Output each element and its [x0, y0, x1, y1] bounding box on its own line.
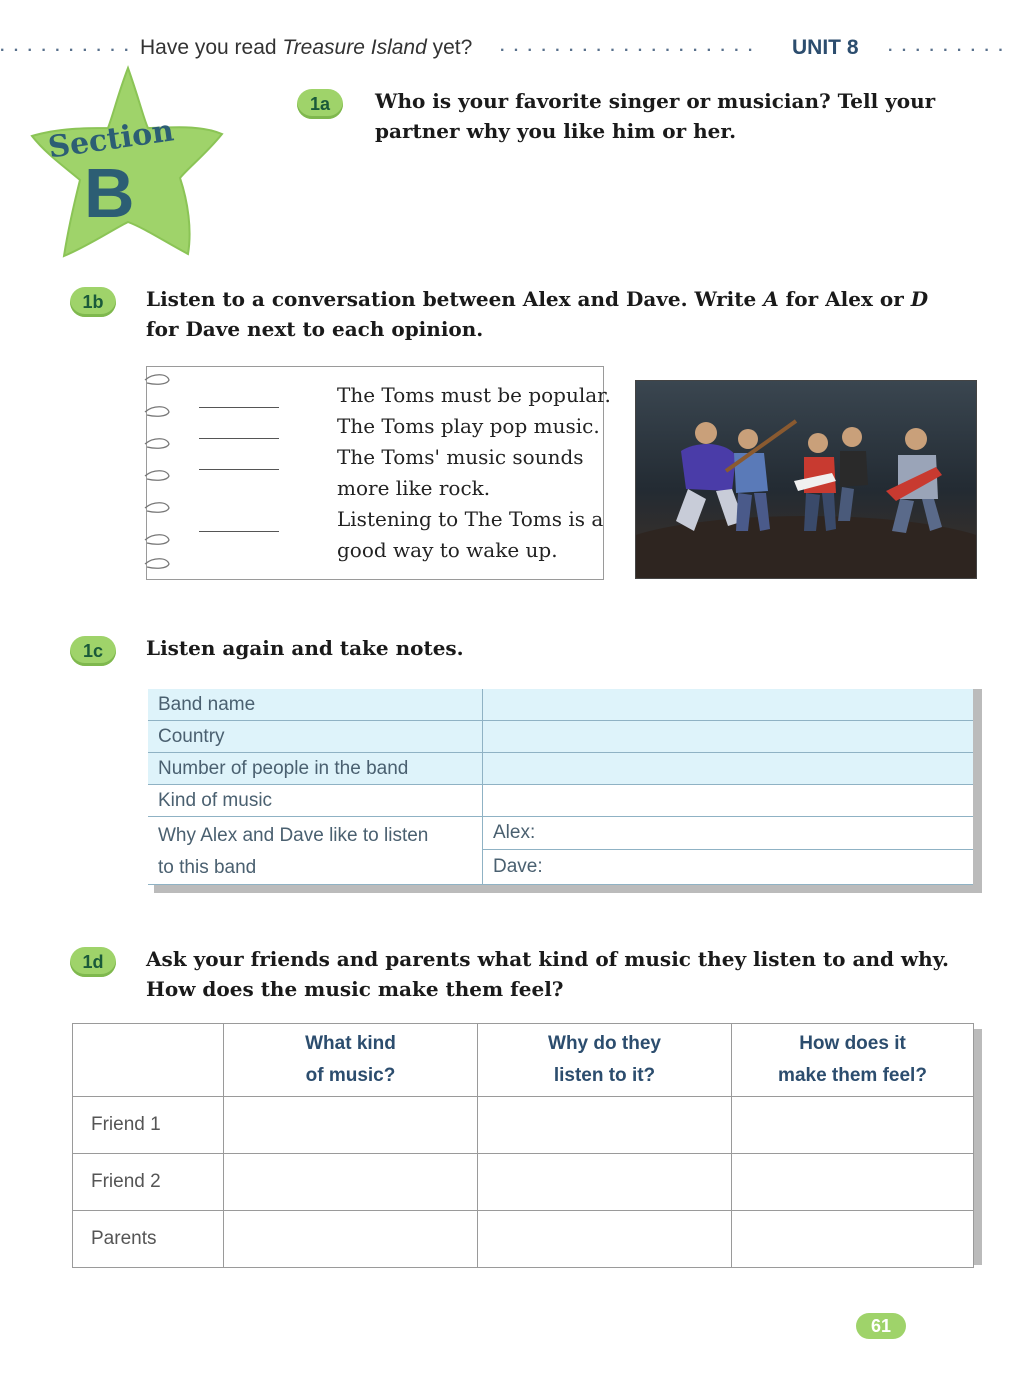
page-number: 61: [856, 1313, 906, 1339]
opinion-text: The Toms play pop music.: [337, 414, 600, 438]
row-label: Kind of music: [148, 785, 483, 817]
row-label: Country: [148, 721, 483, 753]
unit-label: UNIT 8: [792, 36, 859, 59]
exercise-1d-line1: Ask your friends and parents what kind of music they listen to and why.: [146, 947, 949, 971]
exercise-1d-prompt: [146, 944, 949, 1004]
column-header: How does it make them feel?: [732, 1024, 974, 1097]
opinion-text: Listening to The Toms is a: [337, 507, 604, 531]
spiral-ring-icon: [143, 533, 173, 547]
section-letter: B: [84, 154, 135, 232]
table-row: [148, 753, 973, 785]
answer-cell[interactable]: [224, 1211, 478, 1268]
band-photo-illustration: [636, 381, 976, 578]
spiral-ring-icon: [143, 405, 173, 419]
table-row: [73, 1154, 974, 1211]
survey-table: [72, 1023, 974, 1268]
alex-notes-cell[interactable]: Alex:: [483, 817, 974, 850]
table-header-row: [73, 1024, 974, 1097]
opinion-text: The Toms' music sounds: [337, 445, 584, 469]
answer-cell[interactable]: [732, 1211, 974, 1268]
answer-cell[interactable]: [478, 1154, 732, 1211]
spiral-ring-icon: [143, 501, 173, 515]
header-dots-right: · · · · · · · · ·: [888, 42, 1006, 59]
row-label: Friend 2: [73, 1154, 224, 1211]
opinion-notepad: [146, 366, 611, 580]
answer-blank[interactable]: [199, 407, 279, 408]
answer-cell[interactable]: [224, 1097, 478, 1154]
header-dots-left: · · · · · · · · · ·: [0, 42, 132, 59]
exercise-badge-1b: 1b: [70, 287, 116, 317]
exercise-1a-prompt: [375, 86, 935, 146]
notes-cell[interactable]: [483, 753, 974, 785]
exercise-1a-line2: partner why you like him or her.: [375, 119, 737, 143]
page-header-title: Have you read Treasure Island yet?: [140, 36, 473, 59]
answer-cell[interactable]: [224, 1154, 478, 1211]
row-label: Parents: [73, 1211, 224, 1268]
exercise-badge-1a: 1a: [297, 89, 343, 119]
dave-notes-cell[interactable]: Dave:: [483, 850, 974, 885]
table-row: [73, 1211, 974, 1268]
answer-blank[interactable]: [199, 531, 279, 532]
section-label: Section: [46, 113, 176, 166]
notes-cell[interactable]: [483, 721, 974, 753]
row-label: Friend 1: [73, 1097, 224, 1154]
notes-cell[interactable]: [483, 785, 974, 817]
row-label-why: Why Alex and Dave like to listen to this band: [148, 817, 483, 885]
answer-blank[interactable]: [199, 469, 279, 470]
row-label: Band name: [148, 689, 483, 721]
exercise-1c-prompt: Listen again and take notes.: [146, 636, 464, 660]
column-header: Why do they listen to it?: [478, 1024, 732, 1097]
table-row: [148, 785, 973, 817]
empty-corner-cell: [73, 1024, 224, 1097]
exercise-1b-line1: Listen to a conversation between Alex and Dave. Write A for Alex or D: [146, 287, 929, 311]
table-row: [148, 689, 973, 721]
table-row: [73, 1097, 974, 1154]
exercise-1a-line1: Who is your favorite singer or musician? Tell your: [375, 89, 936, 113]
opinion-text: more like rock.: [337, 476, 491, 500]
answer-cell[interactable]: [478, 1211, 732, 1268]
notes-cell[interactable]: [483, 689, 974, 721]
exercise-1b-line2: for Dave next to each opinion.: [146, 317, 484, 341]
band-photo: [635, 380, 977, 579]
answer-blank[interactable]: [199, 438, 279, 439]
opinion-text: good way to wake up.: [337, 538, 558, 562]
row-label: Number of people in the band: [148, 753, 483, 785]
spiral-ring-icon: [143, 557, 173, 571]
header-dots-middle: · · · · · · · · · · · · · · · · · · ·: [500, 42, 756, 59]
spiral-ring-icon: [143, 437, 173, 451]
opinion-text: The Toms must be popular.: [337, 383, 611, 407]
exercise-1b-prompt: [146, 284, 928, 344]
spiral-ring-icon: [143, 469, 173, 483]
exercise-badge-1d: 1d: [70, 947, 116, 977]
column-header: What kind of music?: [224, 1024, 478, 1097]
exercise-badge-1c: 1c: [70, 636, 116, 666]
answer-cell[interactable]: [732, 1154, 974, 1211]
answer-cell[interactable]: [478, 1097, 732, 1154]
spiral-ring-icon: [143, 373, 173, 387]
answer-cell[interactable]: [732, 1097, 974, 1154]
table-row: [148, 817, 973, 850]
exercise-1d-line2: How does the music make them feel?: [146, 977, 564, 1001]
table-row: [148, 721, 973, 753]
notes-table: [148, 689, 973, 885]
